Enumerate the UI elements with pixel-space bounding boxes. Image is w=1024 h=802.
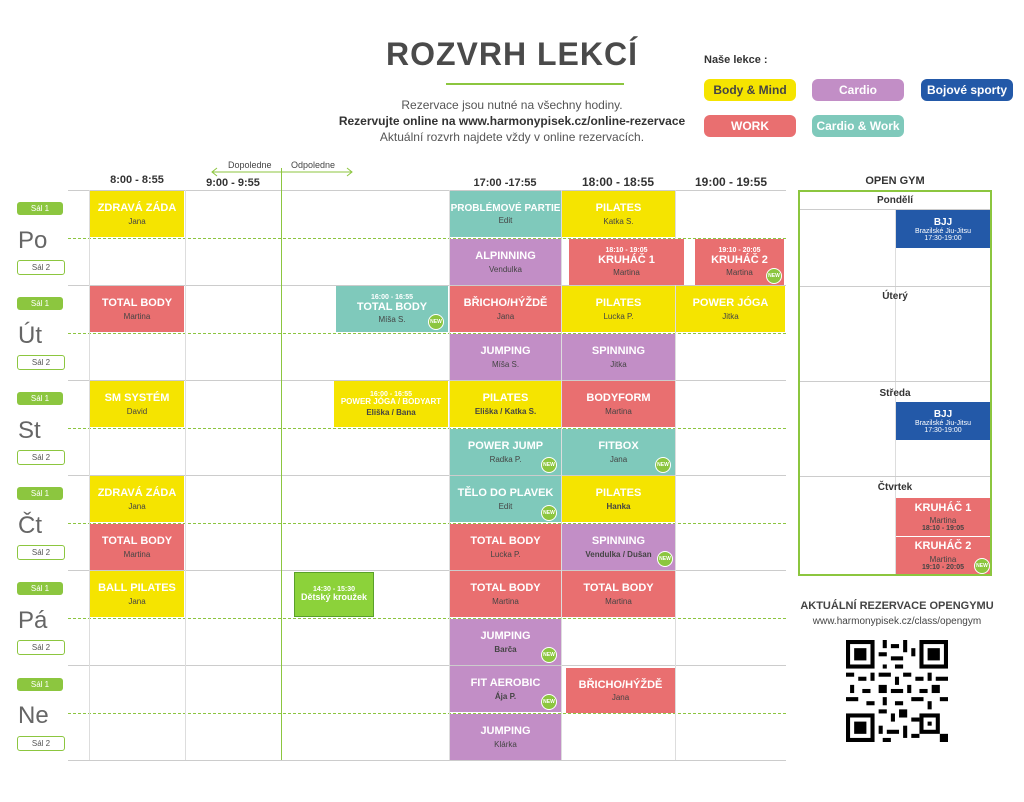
class-name: ZDRAVÁ ZÁDA — [97, 487, 177, 500]
class-name: TOTAL BODY — [101, 535, 173, 548]
odpoledne-label: Odpoledne — [291, 160, 336, 170]
open-gym-day: Pondělí — [876, 195, 914, 206]
sal1-badge: Sál 1 — [17, 297, 63, 310]
bjj-name: BJJ — [933, 408, 953, 420]
class-instructor: Vendulka / Dušan — [585, 549, 652, 559]
new-badge: NEW — [541, 647, 557, 663]
class-cell[interactable] — [562, 571, 675, 617]
class-instructor: Jana — [128, 216, 146, 226]
grid-dashed-line — [68, 713, 786, 714]
class-name: PILATES — [482, 392, 529, 405]
open-gym-title: OPEN GYM — [865, 175, 925, 187]
day-label-ct: Čt — [18, 512, 42, 539]
class-name: POWER JÓGA / BODYART — [340, 396, 442, 406]
class-instructor: Barča — [494, 644, 517, 654]
grid-line — [68, 760, 786, 761]
class-cell[interactable] — [90, 571, 184, 617]
bjj-sub: Brazilské Jiu-Jitsu — [914, 419, 971, 427]
og-line — [800, 476, 990, 477]
day-label-ut: Út — [18, 322, 42, 349]
new-badge: NEW — [541, 505, 557, 521]
class-name: TOTAL BODY — [470, 535, 541, 548]
class-cell[interactable] — [450, 191, 561, 237]
opengym-reservation-url[interactable]: www.harmonypisek.cz/class/opengym — [812, 616, 982, 627]
bjj-sub: Brazilské Jiu-Jitsu — [914, 227, 971, 235]
class-instructor: Míša S. — [491, 359, 520, 369]
class-name: SM SYSTÉM — [104, 392, 170, 405]
legend-cardio-work: Cardio & Work — [812, 115, 904, 137]
dopoledne-divider — [281, 168, 282, 760]
class-instructor: Edit — [498, 216, 513, 225]
time-header: 9:00 - 9:55 — [206, 177, 260, 189]
class-instructor: Ája P. — [494, 691, 517, 701]
open-gym-day: Čtvrtek — [877, 482, 913, 493]
class-cell[interactable] — [562, 334, 675, 380]
sal2-badge: Sál 2 — [17, 355, 65, 370]
open-gym-day: Úterý — [882, 291, 908, 302]
class-cell[interactable] — [562, 381, 675, 427]
class-instructor: Radka P. — [489, 454, 522, 464]
grid-col-line — [89, 190, 90, 760]
sal2-badge: Sál 2 — [17, 545, 65, 560]
new-badge: NEW — [974, 558, 990, 574]
class-instructor: Klárka — [494, 739, 517, 749]
bjj-name: BJJ — [933, 216, 953, 228]
class-name: JUMPING — [480, 725, 531, 738]
day-label-st: St — [18, 417, 41, 444]
class-instructor: Vendulka — [489, 264, 522, 274]
legend-bojove-sporty: Bojové sporty — [921, 79, 1013, 101]
class-instructor: Martina — [605, 406, 632, 416]
class-instructor: Jana — [609, 454, 628, 464]
grid-col-line — [185, 190, 186, 760]
grid-line — [68, 665, 786, 666]
class-cell[interactable] — [562, 476, 675, 522]
grid-dashed-line — [68, 618, 786, 619]
new-badge: NEW — [766, 268, 782, 284]
class-cell[interactable] — [566, 668, 675, 713]
bjj-time: 17:30-19:00 — [924, 426, 962, 434]
class-name: PILATES — [595, 202, 642, 215]
class-instructor: Jitka — [610, 359, 627, 369]
grid-col-line — [561, 190, 562, 760]
class-name: TOTAL BODY — [583, 582, 654, 595]
page-title: ROZVRH LEKCÍ — [386, 36, 638, 72]
class-name: BŘICHO/HÝŽDĚ — [578, 678, 663, 691]
class-name: PILATES — [595, 297, 642, 310]
opengym-reservation-title: AKTUÁLNÍ REZERVACE OPENGYMU — [800, 600, 994, 612]
class-name: POWER JUMP — [467, 440, 544, 453]
sal2-badge: Sál 2 — [17, 260, 65, 275]
legend-body-mind: Body & Mind — [704, 79, 796, 101]
class-cell[interactable] — [450, 381, 561, 427]
new-badge: NEW — [655, 457, 671, 473]
class-instructor: Lucka P. — [603, 311, 634, 321]
sal1-badge: Sál 1 — [17, 678, 63, 691]
class-instructor: Martina — [492, 596, 519, 606]
intro-line-1: Rezervace jsou nutné na všechny hodiny. — [401, 98, 623, 112]
class-name: BALL PILATES — [98, 582, 176, 595]
sal1-badge: Sál 1 — [17, 202, 63, 215]
class-instructor: Jitka — [722, 311, 739, 321]
class-time: 16:00 - 16:55 — [369, 390, 413, 398]
kruhac-name: KRUHÁČ 1 — [914, 501, 972, 514]
class-cell[interactable] — [334, 381, 448, 427]
kruhac-instructor: Martina — [929, 516, 957, 526]
class-name: FITBOX — [598, 440, 639, 453]
class-instructor: Jana — [128, 501, 146, 511]
class-name: ZDRAVÁ ZÁDA — [97, 202, 177, 215]
day-label-po: Po — [18, 227, 48, 254]
class-instructor: Jana — [128, 596, 146, 606]
open-gym-day: Středa — [879, 388, 911, 399]
class-instructor: Edit — [498, 501, 513, 511]
sal1-badge: Sál 1 — [17, 487, 63, 500]
class-cell[interactable] — [450, 524, 561, 570]
new-badge: NEW — [428, 314, 444, 330]
class-instructor: Jana — [496, 311, 515, 321]
class-name: SPINNING — [591, 345, 646, 358]
bjj-cell[interactable] — [896, 402, 990, 440]
class-cell[interactable] — [450, 571, 561, 617]
class-instructor: Martina — [613, 268, 640, 278]
class-name: BŘICHO/HÝŽDĚ — [463, 297, 548, 310]
class-instructor: Katka S. — [603, 216, 634, 226]
class-instructor: Hanka — [606, 501, 631, 511]
class-instructor: Míša S. — [378, 315, 406, 325]
class-cell[interactable] — [90, 381, 184, 427]
class-name: PROBLÉMOVÉ PARTIE — [450, 203, 561, 214]
time-header: 17:00 -17:55 — [473, 177, 537, 189]
class-instructor: Eliška / Bana — [366, 408, 416, 418]
kruhac-time: 19:10 - 20:05 — [921, 563, 965, 571]
sal1-badge: Sál 1 — [17, 582, 63, 595]
new-badge: NEW — [657, 551, 673, 567]
class-time: 19:10 - 20:05 — [718, 246, 761, 254]
class-name: SPINNING — [591, 535, 646, 548]
bjj-time: 17:30-19:00 — [924, 234, 962, 242]
class-name: JUMPING — [480, 345, 531, 358]
class-name: TOTAL BODY — [356, 300, 428, 313]
class-name: ALPINNING — [475, 250, 536, 263]
class-cell[interactable] — [294, 572, 374, 617]
title-underline — [446, 83, 624, 85]
legend-title: Naše lekce : — [704, 54, 768, 66]
sal2-badge: Sál 2 — [17, 640, 65, 655]
class-name: Dětský kroužek — [300, 592, 368, 603]
bjj-cell[interactable] — [896, 210, 990, 248]
class-name: POWER JÓGA — [692, 297, 769, 310]
kruhac-name: KRUHÁČ 2 — [914, 540, 972, 553]
class-name: TĚLO DO PLAVEK — [457, 487, 554, 500]
time-header: 8:00 - 8:55 — [110, 174, 164, 186]
class-instructor: Martina — [123, 311, 151, 321]
class-name: PILATES — [595, 487, 642, 500]
class-cell[interactable] — [562, 286, 675, 332]
class-instructor: David — [126, 406, 148, 416]
new-badge: NEW — [541, 694, 557, 710]
class-instructor: Lucka P. — [490, 549, 521, 559]
class-name: KRUHÁČ 2 — [711, 253, 768, 266]
class-name: TOTAL BODY — [470, 582, 541, 595]
grid-dashed-line — [68, 333, 786, 334]
new-badge: NEW — [541, 457, 557, 473]
legend-cardio: Cardio — [812, 79, 904, 101]
class-cell[interactable] — [450, 286, 561, 332]
intro-line-2: Rezervujte online na www.harmonypisek.cz/online-rezervace — [338, 114, 686, 128]
class-cell[interactable] — [569, 239, 684, 285]
kruhac-instructor: Martina — [929, 554, 957, 564]
day-label-ne: Ne — [18, 702, 49, 729]
class-time: 14:30 - 15:30 — [312, 586, 356, 594]
class-name: BODYFORM — [586, 392, 651, 405]
class-cell[interactable] — [90, 191, 184, 237]
class-name: TOTAL BODY — [101, 297, 173, 310]
dopoledne-label: Dopoledne — [228, 160, 272, 170]
class-cell[interactable] — [90, 524, 184, 570]
class-instructor: Martina — [605, 596, 632, 606]
class-instructor: Martina — [123, 549, 151, 559]
grid-dashed-line — [68, 428, 786, 429]
og-line — [800, 286, 990, 287]
legend-work: WORK — [704, 115, 796, 137]
sal2-badge: Sál 2 — [17, 736, 65, 751]
sal1-badge: Sál 1 — [17, 392, 63, 405]
class-name: FIT AEROBIC — [470, 677, 541, 690]
og-line — [800, 381, 990, 382]
class-instructor: Jana — [611, 693, 630, 703]
qr-code[interactable] — [846, 640, 948, 742]
class-cell[interactable] — [676, 286, 785, 332]
class-cell[interactable] — [450, 239, 561, 285]
intro-line-3: Aktuální rozvrh najdete vždy v online rezervacích. — [379, 130, 645, 144]
day-label-pa: Pá — [18, 607, 48, 634]
kruhac-cell[interactable] — [896, 498, 990, 536]
class-cell[interactable] — [450, 334, 561, 380]
class-cell[interactable] — [450, 714, 561, 760]
class-cell[interactable] — [90, 286, 184, 332]
class-time: 18:10 - 19:05 — [605, 246, 648, 254]
class-name: KRUHÁČ 1 — [598, 253, 655, 266]
sal2-badge: Sál 2 — [17, 450, 65, 465]
kruhac-time: 18:10 - 19:05 — [921, 525, 965, 533]
time-header: 19:00 - 19:55 — [694, 175, 768, 189]
class-time: 16:00 - 16:55 — [370, 293, 414, 301]
class-instructor: Eliška / Katka S. — [474, 406, 537, 416]
class-name: JUMPING — [480, 630, 531, 643]
class-instructor: Martina — [726, 268, 753, 278]
time-header: 18:00 - 18:55 — [581, 175, 655, 189]
class-cell[interactable] — [90, 476, 184, 522]
class-cell[interactable] — [562, 191, 675, 237]
